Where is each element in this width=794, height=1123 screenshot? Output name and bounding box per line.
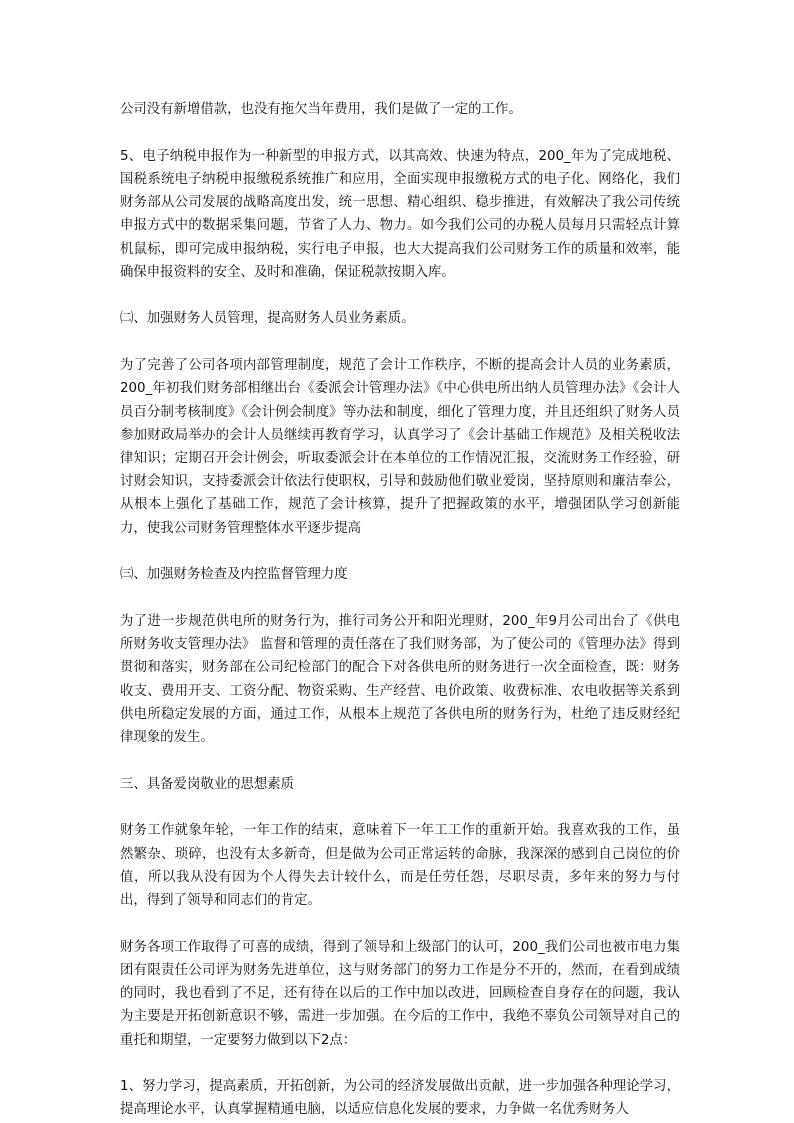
paragraph-e-tax-filing: 5、电子纳税申报作为一种新型的申报方式，以其高效、快速为特点，200_年为了完成地税、国税系统电子纳税申报缴税系统推广和应用，全面实现申报缴税方式的电子化、网络化，我们财务部从公司发展的战略高度出发，统一思想、精心组织、稳步推进，有效解决了我公司传统申报方式中的数据采集问题，节省了人力、物力。如今我们公司的办税人员每月只需轻点计算机鼠标，即可完成申报纳税，实行电子申报，也大大提高我们公司财务工作的质量和效率，能确保申报资料的安全、及时和准确，保证税款按期入库。: [120, 148, 680, 280]
paragraph-achievements: 财务各项工作取得了可喜的成绩，得到了领导和上级部门的认可，200_我们公司也被市电力集团有限责任公司评为财务先进单位，这与财务部门的努力工作是分不开的，然而，在看到成绩的同时，我也看到了不足，还有待在以后的工作中加以改进，回顾检查自身存在的问题，我认为主要是开拓创新意识不够，需进一步加强。在今后的工作中，我绝不辜负公司领导对自己的重托和期望，一定要努力做到以下2点：: [120, 939, 680, 1048]
section-heading-dedication: 三、具备爱岗敬业的思想素质: [120, 776, 295, 792]
section-heading-inspection: ㈢、加强财务检查及内控监督管理力度: [120, 567, 348, 583]
paragraph-staff-management: 为了完善了公司各项内部管理制度，规范了会计工作秩序，不断的提高会计人员的业务素质，200_年初我们财务部相继出台《委派会计管理办法》《中心供电所出纳人员管理办法》《会计人员百分制考核制度》《会计例会制度》等办法和制度，细化了管理力度，并且还组织了财务人员参加财政局举办的会计人员继续再教育学习，认真学习了《会计基础工作规范》及相关税收法律知识；定期召开会计例会，听取委派会计在本单位的工作情况汇报，交流财务工作经验，研讨财会知识，支持委派会计依法行使职权，引导和鼓励他们敬业爱岗，坚持原则和廉洁奉公，从根本上强化了基础工作，规范了会计核算，提升了把握政策的水平，增强团队学习创新能力，使我公司财务管理整体水平逐步提高: [120, 358, 680, 536]
paragraph-dedication: 财务工作就象年轮，一年工作的结束，意味着下一年工工作的重新开始。我喜欢我的工作，虽然繁杂、琐碎，也没有太多新奇，但是做为公司正常运转的命脉，我深深的感到自己岗位的价值，所以我从没有因为个人得失去计较什么，而是任劳任怨，尽职尽责，多年来的努力与付出，得到了领导和同志们的肯定。: [120, 823, 680, 908]
paragraph-inspection: 为了进一步规范供电所的财务行为，推行司务公开和阳光理财，200_年9月公司出台了《供电所财务收支管理办法》 监督和管理的责任落在了我们财务部，为了使公司的《管理办法》得到贯彻和落实，财务部在公司纪检部门的配合下对各供电所的财务进行一次全面检查，既：财务收支、费用开支、工资分配、物资采购、生产经营、电价政策、收费标准、农电收据等关系到供电所稳定发展的方面，通过工作，从根本上规范了各供电所的财务行为，杜绝了违反财经纪律现象的发生。: [120, 613, 680, 745]
paragraph-goal-1: 1、努力学习，提高素质，开拓创新，为公司的经济发展做出贡献，进一步加强各种理论学习，提高理论水平，认真掌握精通电脑，以适应信息化发展的要求，力争做一名优秀财务人: [120, 1079, 680, 1118]
paragraph-intro: 公司没有新增借款，也没有拖欠当年费用，我们是做了一定的工作。: [120, 102, 522, 117]
section-heading-staff-management: ㈡、加强财务人员管理，提高财务人员业务素质。: [120, 311, 415, 327]
document-body: [120, 98, 680, 1122]
